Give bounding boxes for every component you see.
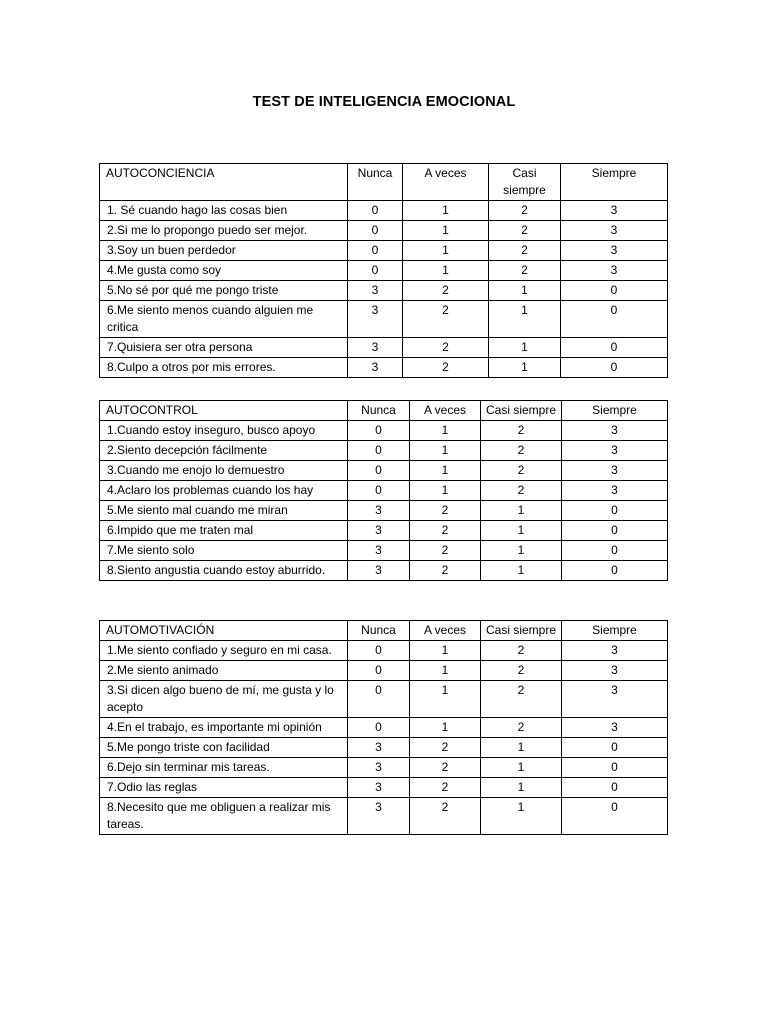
score-cell: 0 xyxy=(561,358,668,378)
score-cell: 1 xyxy=(481,521,562,541)
score-cell: 3 xyxy=(562,681,668,718)
score-cell: 1 xyxy=(403,261,489,281)
score-cell: 1 xyxy=(403,221,489,241)
score-cell: 2 xyxy=(489,201,561,221)
column-header: Nunca xyxy=(348,164,403,201)
score-cell: 3 xyxy=(562,481,668,501)
question-text: 4.Me gusta como soy xyxy=(100,261,348,281)
score-cell: 3 xyxy=(562,661,668,681)
score-cell: 3 xyxy=(348,778,410,798)
score-cell: 0 xyxy=(561,281,668,301)
section-heading: AUTOCONTROL xyxy=(100,401,348,421)
score-cell: 1 xyxy=(410,481,481,501)
table-row xyxy=(100,421,668,441)
score-cell: 2 xyxy=(410,738,481,758)
score-cell: 2 xyxy=(410,561,481,581)
score-cell: 0 xyxy=(348,441,410,461)
score-cell: 0 xyxy=(348,261,403,281)
table-row xyxy=(100,561,668,581)
score-cell: 0 xyxy=(562,541,668,561)
score-cell: 3 xyxy=(561,261,668,281)
score-cell: 1 xyxy=(481,541,562,561)
question-text: 6.Impido que me traten mal xyxy=(100,521,348,541)
score-cell: 1 xyxy=(481,561,562,581)
score-cell: 1 xyxy=(481,758,562,778)
score-cell: 0 xyxy=(348,421,410,441)
score-cell: 3 xyxy=(348,501,410,521)
table-row xyxy=(100,338,668,358)
score-cell: 3 xyxy=(348,521,410,541)
table-row xyxy=(100,261,668,281)
table-row xyxy=(100,798,668,835)
question-text: 6.Me siento menos cuando alguien me critica xyxy=(100,301,348,338)
score-cell: 0 xyxy=(561,338,668,358)
question-text: 2.Me siento animado xyxy=(100,661,348,681)
question-text: 8.Siento angustia cuando estoy aburrido. xyxy=(100,561,348,581)
score-cell: 2 xyxy=(489,221,561,241)
score-cell: 1 xyxy=(481,501,562,521)
score-cell: 0 xyxy=(562,501,668,521)
score-cell: 0 xyxy=(348,201,403,221)
header-row xyxy=(100,401,668,421)
score-cell: 0 xyxy=(348,241,403,261)
table-autocontrol xyxy=(99,400,668,581)
column-header: Casi siempre xyxy=(489,164,561,201)
question-text: 8.Necesito que me obliguen a realizar mis tareas. xyxy=(100,798,348,835)
table-row xyxy=(100,241,668,261)
question-text: 2.Si me lo propongo puedo ser mejor. xyxy=(100,221,348,241)
score-cell: 0 xyxy=(562,758,668,778)
column-header: Siempre xyxy=(562,621,668,641)
score-cell: 0 xyxy=(348,641,410,661)
table-row xyxy=(100,441,668,461)
score-cell: 2 xyxy=(481,461,562,481)
question-text: 5.No sé por qué me pongo triste xyxy=(100,281,348,301)
column-header: A veces xyxy=(410,621,481,641)
table-row xyxy=(100,661,668,681)
score-cell: 0 xyxy=(348,481,410,501)
question-text: 5.Me siento mal cuando me miran xyxy=(100,501,348,521)
score-cell: 1 xyxy=(489,281,561,301)
column-header: Siempre xyxy=(561,164,668,201)
score-cell: 2 xyxy=(481,718,562,738)
question-text: 7.Quisiera ser otra persona xyxy=(100,338,348,358)
score-cell: 3 xyxy=(348,738,410,758)
column-header: Nunca xyxy=(348,621,410,641)
score-cell: 3 xyxy=(348,798,410,835)
score-cell: 0 xyxy=(562,561,668,581)
score-cell: 3 xyxy=(348,338,403,358)
score-cell: 2 xyxy=(403,358,489,378)
score-cell: 1 xyxy=(489,301,561,338)
score-cell: 2 xyxy=(489,261,561,281)
score-cell: 1 xyxy=(481,798,562,835)
score-cell: 0 xyxy=(562,521,668,541)
score-cell: 3 xyxy=(348,541,410,561)
question-text: 8.Culpo a otros por mis errores. xyxy=(100,358,348,378)
column-header: Casi siempre xyxy=(481,401,562,421)
table-row xyxy=(100,301,668,338)
score-cell: 2 xyxy=(410,798,481,835)
question-text: 1. Sé cuando hago las cosas bien xyxy=(100,201,348,221)
table-row xyxy=(100,718,668,738)
question-text: 7.Me siento solo xyxy=(100,541,348,561)
score-cell: 2 xyxy=(410,778,481,798)
header-row xyxy=(100,621,668,641)
table-row xyxy=(100,641,668,661)
score-cell: 3 xyxy=(561,221,668,241)
score-cell: 1 xyxy=(410,681,481,718)
score-cell: 1 xyxy=(410,461,481,481)
score-cell: 2 xyxy=(481,681,562,718)
score-cell: 1 xyxy=(489,358,561,378)
score-cell: 2 xyxy=(481,641,562,661)
table-autoconciencia xyxy=(99,163,668,378)
score-cell: 3 xyxy=(348,358,403,378)
score-cell: 2 xyxy=(481,441,562,461)
table-row xyxy=(100,501,668,521)
score-cell: 1 xyxy=(403,201,489,221)
question-text: 1.Cuando estoy inseguro, busco apoyo xyxy=(100,421,348,441)
score-cell: 2 xyxy=(403,338,489,358)
question-text: 7.Odio las reglas xyxy=(100,778,348,798)
score-cell: 0 xyxy=(562,738,668,758)
question-text: 6.Dejo sin terminar mis tareas. xyxy=(100,758,348,778)
score-cell: 0 xyxy=(348,681,410,718)
column-header: Nunca xyxy=(348,401,410,421)
table-row xyxy=(100,778,668,798)
column-header: Siempre xyxy=(562,401,668,421)
score-cell: 1 xyxy=(403,241,489,261)
score-cell: 2 xyxy=(481,661,562,681)
score-cell: 2 xyxy=(410,541,481,561)
table-row xyxy=(100,541,668,561)
score-cell: 3 xyxy=(348,561,410,581)
score-cell: 3 xyxy=(561,241,668,261)
score-cell: 0 xyxy=(562,778,668,798)
section-heading: AUTOCONCIENCIA xyxy=(100,164,348,201)
score-cell: 2 xyxy=(403,301,489,338)
table-row xyxy=(100,681,668,718)
column-header: Casi siempre xyxy=(481,621,562,641)
score-cell: 0 xyxy=(348,221,403,241)
table-row xyxy=(100,758,668,778)
score-cell: 1 xyxy=(410,441,481,461)
question-text: 3.Soy un buen perdedor xyxy=(100,241,348,261)
score-cell: 3 xyxy=(562,641,668,661)
score-cell: 2 xyxy=(403,281,489,301)
score-cell: 2 xyxy=(489,241,561,261)
score-cell: 2 xyxy=(410,521,481,541)
score-cell: 3 xyxy=(562,461,668,481)
score-cell: 1 xyxy=(481,738,562,758)
score-cell: 0 xyxy=(348,661,410,681)
score-cell: 3 xyxy=(561,201,668,221)
header-row xyxy=(100,164,668,201)
table-row xyxy=(100,738,668,758)
table-automotivacion xyxy=(99,620,668,835)
question-text: 1.Me siento confiado y seguro en mi casa. xyxy=(100,641,348,661)
score-cell: 1 xyxy=(489,338,561,358)
score-cell: 1 xyxy=(410,661,481,681)
score-cell: 3 xyxy=(348,758,410,778)
score-cell: 2 xyxy=(481,481,562,501)
table-row xyxy=(100,221,668,241)
score-cell: 3 xyxy=(562,718,668,738)
score-cell: 2 xyxy=(481,421,562,441)
score-cell: 0 xyxy=(348,718,410,738)
score-cell: 3 xyxy=(348,301,403,338)
score-cell: 1 xyxy=(410,718,481,738)
page-title: TEST DE INTELIGENCIA EMOCIONAL xyxy=(252,94,516,110)
score-cell: 2 xyxy=(410,758,481,778)
question-text: 5.Me pongo triste con facilidad xyxy=(100,738,348,758)
question-text: 3.Cuando me enojo lo demuestro xyxy=(100,461,348,481)
table-row xyxy=(100,521,668,541)
question-text: 4.En el trabajo, es importante mi opinión xyxy=(100,718,348,738)
score-cell: 1 xyxy=(481,778,562,798)
score-cell: 2 xyxy=(410,501,481,521)
score-cell: 0 xyxy=(562,798,668,835)
table-row xyxy=(100,358,668,378)
score-cell: 0 xyxy=(561,301,668,338)
table-row xyxy=(100,281,668,301)
score-cell: 1 xyxy=(410,641,481,661)
score-cell: 3 xyxy=(348,281,403,301)
column-header: A veces xyxy=(410,401,481,421)
score-cell: 3 xyxy=(562,421,668,441)
question-text: 2.Siento decepción fácilmente xyxy=(100,441,348,461)
column-header: A veces xyxy=(403,164,489,201)
score-cell: 3 xyxy=(562,441,668,461)
score-cell: 0 xyxy=(348,461,410,481)
question-text: 4.Aclaro los problemas cuando los hay xyxy=(100,481,348,501)
table-row xyxy=(100,481,668,501)
question-text: 3.Si dicen algo bueno de mí, me gusta y lo acepto xyxy=(100,681,348,718)
table-row xyxy=(100,201,668,221)
score-cell: 1 xyxy=(410,421,481,441)
section-heading: AUTOMOTIVACIÓN xyxy=(100,621,348,641)
table-row xyxy=(100,461,668,481)
